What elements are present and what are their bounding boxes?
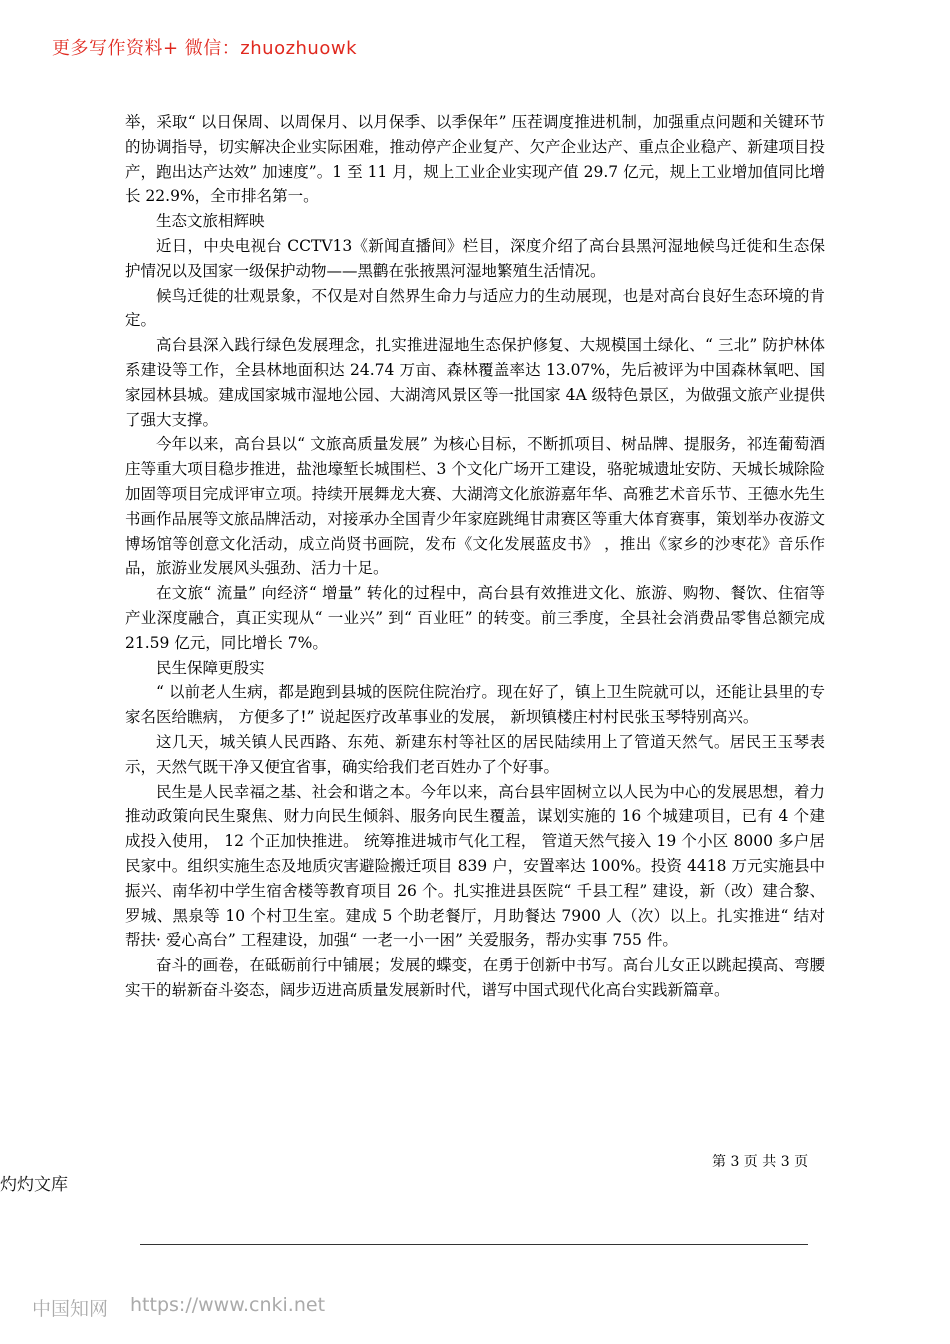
article-paragraph: 民生是人民幸福之基、社会和谐之本。今年以来，高台县牢固树立以人民为中心的发展思想，着力推动政策向民生聚焦、财力向民生倾斜、服务向民生覆盖，谋划实施的 16 个城建项目，已有 4 个建成投入使用， 12 个正加快推进。 统筹推进城市气化工程， 管道天然气接入 19 个小区 8000 多户居民家中。组织实施生态及地质灾害避险搬迁项目 839 户，安置率达 100%。投资 4418 万元实施县中振兴、南华初中学生宿舍楼等教育项目 26 个。扎实推进县医院“ 千县工程” 建设，新（改）建合黎、罗城、黑泉等 10 个村卫生室。建成 5 个助老餐厅，月助餐达 7900 人（次）以上。扎实推进“ 结对帮扶· 爱心高台” 工程建设，加强“ 一老一小一困” 关爱服务，帮办实事 755 件。 <box>125 782 825 950</box>
footer-divider <box>140 1244 808 1245</box>
article-paragraph: 候鸟迁徙的壮观景象，不仅是对自然界生命力与适应力的生动展现，也是对高台良好生态环境的肯定。 <box>125 286 825 330</box>
watermark-name: 中国知网 <box>32 1298 109 1320</box>
article-body <box>125 110 825 1003</box>
article-paragraph: 高台县深入践行绿色发展理念，扎实推进湿地生态保护修复、大规模国土绿化、“ 三北” 防护林体系建设等工作，全县林地面积达 24.74 万亩、森林覆盖率达 13.07%，先后被评为中国森林氧吧、国家园林县城。建成国家城市湿地公园、大湖湾风景区等一批国家 4A 级特色景区，为做强文旅产业提供了强大支撑。 <box>125 336 825 429</box>
section-heading-eco-tourism: 生态文旅相辉映 <box>156 212 265 231</box>
article-paragraph: “ 以前老人生病，都是跑到县城的医院住院治疗。现在好了，镇上卫生院就可以，还能让县里的专家名医给瞧病， 方便多了!” 说起医疗改革事业的发展， 新坝镇楼庄村村民张玉琴特别高兴。 <box>125 683 825 727</box>
article-paragraph: 举，采取“ 以日保周、以周保月、以月保季、以季保年” 压茬调度推进机制，加强重点问题和关键环节的协调指导，切实解决企业实际困难，推动停产企业复产、欠产企业达产、重点企业稳产、新建项目投产，跑出达产达效” 加速度”。1 至 11 月，规上工业企业实现产值 29.7 亿元，规上工业增加值同比增长 22.9%，全市排名第一。 <box>125 113 825 206</box>
cnki-watermark <box>32 1294 325 1321</box>
article-paragraph: 这几天，城关镇人民西路、东苑、新建东村等社区的居民陆续用上了管道天然气。居民王玉琴表示，天然气既干净又便宜省事，确实给我们老百姓办了个好事。 <box>125 732 825 776</box>
section-heading-livelihood: 民生保障更殷实 <box>156 658 265 677</box>
watermark-url: https://www.cnki.net <box>130 1294 326 1316</box>
article-paragraph: 今年以来，高台县以“ 文旅高质量发展” 为核心目标，不断抓项目、树品牌、提服务，祁连葡萄酒庄等重大项目稳步推进，盐池壕堑长城围栏、3 个文化广场开工建设，骆驼城遗址安防、天城长城除险加固等项目完成评审立项。持续开展舞龙大赛、大湖湾文化旅游嘉年华、高雅艺术音乐节、王德水先生书画作品展等文旅品牌活动，对接承办全国青少年家庭跳绳甘肃赛区等重大体育赛事，策划举办夜游文博场馆等创意文化活动，成立尚贤书画院，发布《文化发展蓝皮书》 ，推出《家乡的沙枣花》音乐作品，旅游业发展风头强劲、活力十足。 <box>125 435 825 578</box>
article-paragraph: 近日，中央电视台 CCTV13《新闻直播间》栏目，深度介绍了高台县黑河湿地候鸟迁徙和生态保护情况以及国家一级保护动物——黑鹳在张掖黑河湿地繁殖生活情况。 <box>125 236 825 280</box>
footer-brand: 灼灼文库 <box>0 1175 68 1195</box>
article-paragraph: 奋斗的画卷，在砥砺前行中铺展；发展的蝶变，在勇于创新中书写。高台儿女正以跳起摸高、弯腰实干的崭新奋斗姿态，阔步迈进高质量发展新时代，谱写中国式现代化高台实践新篇章。 <box>125 956 825 999</box>
header-promo-text: 更多写作资料+ 微信：zhuozhuowk <box>52 38 358 59</box>
article-paragraph: 在文旅“ 流量” 向经济“ 增量” 转化的过程中，高台县有效推进文化、旅游、购物、餐饮、住宿等产业深度融合，真正实现从“ 一业兴” 到“ 百业旺” 的转变。前三季度，全县社会消费品零售总额完成 21.59 亿元，同比增长 7%。 <box>125 584 825 652</box>
page-number: 第 3 页 共 3 页 <box>712 1154 809 1170</box>
